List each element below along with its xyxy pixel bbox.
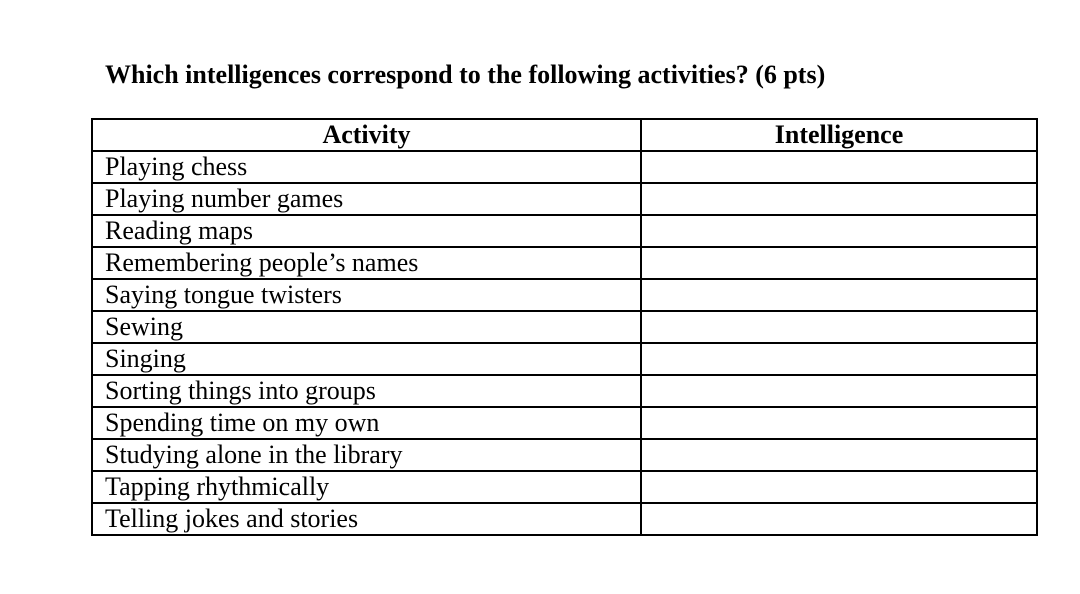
intelligence-answer-cell[interactable] [641, 375, 1037, 407]
table-row [92, 183, 1037, 215]
table-row [92, 279, 1037, 311]
table-row [92, 503, 1037, 535]
activity-cell: Sewing [92, 311, 641, 343]
activity-cell: Studying alone in the library [92, 439, 641, 471]
table-row [92, 247, 1037, 279]
header-intelligence: Intelligence [641, 119, 1037, 151]
table-row [92, 375, 1037, 407]
table-row [92, 439, 1037, 471]
intelligence-answer-cell[interactable] [641, 343, 1037, 375]
activity-cell: Reading maps [92, 215, 641, 247]
intelligence-answer-cell[interactable] [641, 471, 1037, 503]
question-title: Which intelligences correspond to the following activities? (6 pts) [105, 60, 826, 89]
table-row [92, 407, 1037, 439]
table-header-row [92, 119, 1037, 151]
activity-cell: Tapping rhythmically [92, 471, 641, 503]
intelligence-answer-cell[interactable] [641, 503, 1037, 535]
activity-cell: Remembering people’s names [92, 247, 641, 279]
table-row [92, 343, 1037, 375]
intelligence-answer-cell[interactable] [641, 279, 1037, 311]
intelligence-answer-cell[interactable] [641, 439, 1037, 471]
activity-cell: Spending time on my own [92, 407, 641, 439]
activity-cell: Playing chess [92, 151, 641, 183]
activity-cell: Saying tongue twisters [92, 279, 641, 311]
activity-cell: Singing [92, 343, 641, 375]
intelligence-answer-cell[interactable] [641, 151, 1037, 183]
table-row [92, 471, 1037, 503]
activity-cell: Playing number games [92, 183, 641, 215]
table-row [92, 215, 1037, 247]
header-activity: Activity [92, 119, 641, 151]
intelligence-answer-cell[interactable] [641, 183, 1037, 215]
table-row [92, 311, 1037, 343]
intelligence-answer-cell[interactable] [641, 247, 1037, 279]
intelligence-answer-cell[interactable] [641, 311, 1037, 343]
intelligence-answer-cell[interactable] [641, 215, 1037, 247]
activity-cell: Telling jokes and stories [92, 503, 641, 535]
intelligence-answer-cell[interactable] [641, 407, 1037, 439]
table-row [92, 151, 1037, 183]
activity-cell: Sorting things into groups [92, 375, 641, 407]
activities-table [91, 118, 1038, 536]
